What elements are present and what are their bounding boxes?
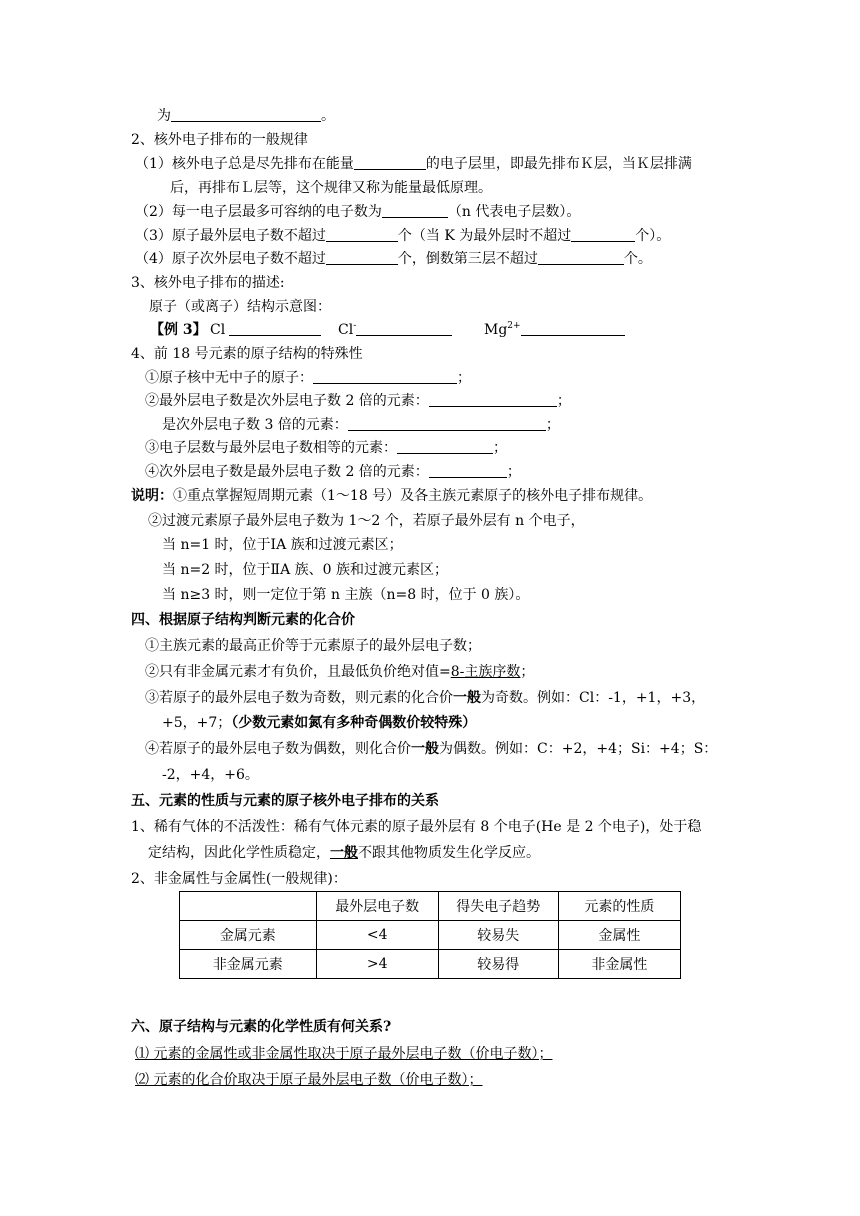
text: ； — [556, 393, 571, 409]
text: Cl — [210, 322, 226, 338]
cl-ion-item — [338, 321, 452, 339]
answer-blank[interactable] — [356, 321, 452, 336]
section-4-title: 4、前 18 号元素的原子结构的特殊性 — [131, 346, 363, 362]
text: 个）。 — [635, 228, 671, 244]
text: ； — [506, 464, 521, 480]
emphasis-text: （少数元素如氮有多种奇偶数价较特殊） — [231, 715, 477, 731]
header-cell: 元素的性质 — [558, 892, 680, 921]
text: 为偶数。例如：C：+2，+4；Si：+4；S： — [439, 741, 718, 757]
answer-blank[interactable] — [521, 321, 625, 336]
header-cell: 最外层电子数 — [316, 892, 438, 921]
relation-1: ⑴ 元素的金属性或非金属性取决于原子最外层电子数（价电子数）； — [135, 1046, 553, 1062]
table-header-row — [180, 892, 681, 921]
header-cell — [180, 892, 317, 921]
noble-gas-line: 1、稀有气体的不活泼性：稀有气体元素的原子最外层有 8 个电子(He 是 2 个电子)，处于稳 — [131, 819, 702, 835]
table-cell: 非金属性 — [558, 950, 680, 979]
text: 个（当 K 为最外层时不超过 — [397, 228, 572, 244]
table-cell: 非金属元素 — [180, 950, 317, 979]
text: ④次外层电子数是最外层电子数 2 倍的元素： — [145, 464, 429, 480]
text: 不跟其他物质发生化学反应。 — [358, 845, 540, 861]
property-table — [179, 891, 681, 979]
table-cell: >4 — [316, 950, 438, 979]
text: ； — [493, 440, 507, 456]
answer-blank[interactable] — [326, 250, 398, 265]
valence-2 — [145, 663, 534, 681]
table-cell: 较易失 — [438, 921, 558, 950]
example-label: 【例 3】 — [150, 322, 207, 338]
section-2-title: 2、核外电子排布的一般规律 — [131, 132, 308, 148]
valence-1: ①主族元素的最高正价等于元素原子的最外层电子数； — [145, 638, 481, 654]
text: （4）原子次外层电子数不超过 — [135, 251, 326, 267]
special-1 — [145, 369, 471, 387]
emphasis-text: 一般 — [330, 845, 358, 861]
metal-nonmetal-title: 2、非金属性与金属性(一般规律)： — [131, 871, 347, 887]
text: ③电子层数与最外层电子数相等的元素： — [145, 440, 397, 456]
table-row — [180, 921, 681, 950]
note-label: 说明： — [131, 488, 173, 504]
answer-blank[interactable] — [171, 107, 321, 122]
answer-blank[interactable] — [229, 321, 321, 336]
intro-line — [157, 107, 335, 125]
cl-item — [210, 321, 321, 339]
text: ②只有非金属元素才有负价，且最低负价绝对值= — [145, 664, 451, 680]
special-3 — [145, 439, 507, 457]
text: ②最外层电子数是次外层电子数 2 倍的元素： — [145, 393, 429, 409]
table-cell: 较易得 — [438, 950, 558, 979]
note-case-1: 当 n=1 时，位于ⅠA 族和过渡元素区； — [162, 537, 403, 553]
section-3-title: 3、核外电子排布的描述: — [131, 275, 285, 291]
text: 的电子层里，即最先排布Ｋ层，当Ｋ层排满 — [425, 156, 692, 172]
text: （2）每一电子层最多可容纳的电子数为 — [135, 204, 382, 220]
text: 为奇数。例如：Cl：-1，+1，+3， — [481, 690, 706, 706]
text: ③若原子的最外层电子数为奇数，则元素的化合价 — [145, 690, 453, 706]
text: Cl — [338, 322, 354, 338]
special-2 — [145, 392, 571, 410]
answer-blank[interactable] — [429, 463, 507, 478]
noble-gas-cont — [148, 844, 540, 862]
table-row — [180, 950, 681, 979]
rule-1-cont: 后，再排布Ｌ层等，这个规律又称为能量最低原理。 — [170, 180, 492, 196]
note-case-3: 当 n≥3 时，则一定位于第 n 主族（n=8 时，位于 0 族）。 — [162, 587, 530, 603]
text: （3）原子最外层电子数不超过 — [135, 228, 326, 244]
section-3-sub: 原子（或离子）结构示意图： — [149, 299, 331, 315]
text: 个，倒数第三层不超过 — [397, 251, 538, 267]
text: 个。 — [623, 251, 652, 267]
answer-blank[interactable] — [354, 155, 426, 170]
section-six-title: 六、原子结构与元素的化学性质有何关系? — [131, 1019, 392, 1035]
mg-ion-item — [484, 321, 625, 339]
answer-blank[interactable] — [429, 392, 557, 407]
answer-blank[interactable] — [348, 416, 546, 431]
relation-2: ⑵ 元素的化合价取决于原子最外层电子数（价电子数）； — [135, 1072, 483, 1088]
superscript: - — [353, 321, 357, 331]
answer-blank[interactable] — [313, 369, 457, 384]
answer-blank[interactable] — [382, 203, 448, 218]
text: ①原子核中无中子的原子： — [145, 370, 313, 386]
table-cell: <4 — [316, 921, 438, 950]
special-2b — [162, 416, 560, 434]
section-four-title: 四、根据原子结构判断元素的化合价 — [131, 612, 355, 628]
rule-2 — [135, 203, 580, 221]
answer-blank[interactable] — [397, 439, 493, 454]
emphasis-text: 一般 — [411, 741, 439, 757]
text: 定结构，因此化学性质稳定， — [148, 845, 330, 861]
answer-blank[interactable] — [571, 227, 635, 242]
text: ④若原子的最外层电子数为偶数，则化合价 — [145, 741, 411, 757]
rule-1 — [135, 155, 692, 173]
example-3 — [150, 321, 207, 339]
text: （n 代表电子层数）。 — [447, 204, 581, 220]
valence-3-cont — [162, 714, 476, 732]
table-cell: 金属性 — [558, 921, 680, 950]
valence-3 — [145, 689, 705, 707]
note-1 — [131, 487, 652, 505]
special-4 — [145, 463, 521, 481]
emphasis-text: 一般 — [453, 690, 481, 706]
text: ； — [545, 417, 560, 433]
valence-4 — [145, 740, 717, 758]
table-cell: 金属元素 — [180, 921, 317, 950]
text: +5，+7； — [162, 715, 232, 731]
underlined-text: 8-主族序数 — [450, 664, 521, 680]
text: 为 — [157, 108, 171, 124]
text: ①重点掌握短周期元素（1～18 号）及各主族元素原子的核外电子排布规律。 — [173, 488, 653, 504]
note-case-2: 当 n=2 时，位于ⅡA 族、0 族和过渡元素区； — [162, 562, 448, 578]
valence-4-cont: -2，+4，+6。 — [162, 767, 259, 783]
answer-blank[interactable] — [538, 250, 624, 265]
answer-blank[interactable] — [326, 227, 398, 242]
text: 是次外层电子数 3 倍的元素： — [162, 417, 348, 433]
superscript: 2+ — [507, 321, 521, 331]
rule-4 — [135, 250, 652, 268]
note-2: ②过渡元素原子最外层电子数为 1～2 个，若原子最外层有 n 个电子， — [148, 513, 585, 529]
section-five-title: 五、元素的性质与元素的原子核外电子排布的关系 — [131, 793, 439, 809]
text: ； — [457, 370, 471, 386]
header-cell: 得失电子趋势 — [438, 892, 558, 921]
text: 。 — [321, 108, 335, 124]
text: ； — [520, 664, 535, 680]
rule-3 — [135, 227, 670, 245]
text: （1）核外电子总是尽先排布在能量 — [135, 156, 354, 172]
text: Mg — [484, 322, 508, 338]
